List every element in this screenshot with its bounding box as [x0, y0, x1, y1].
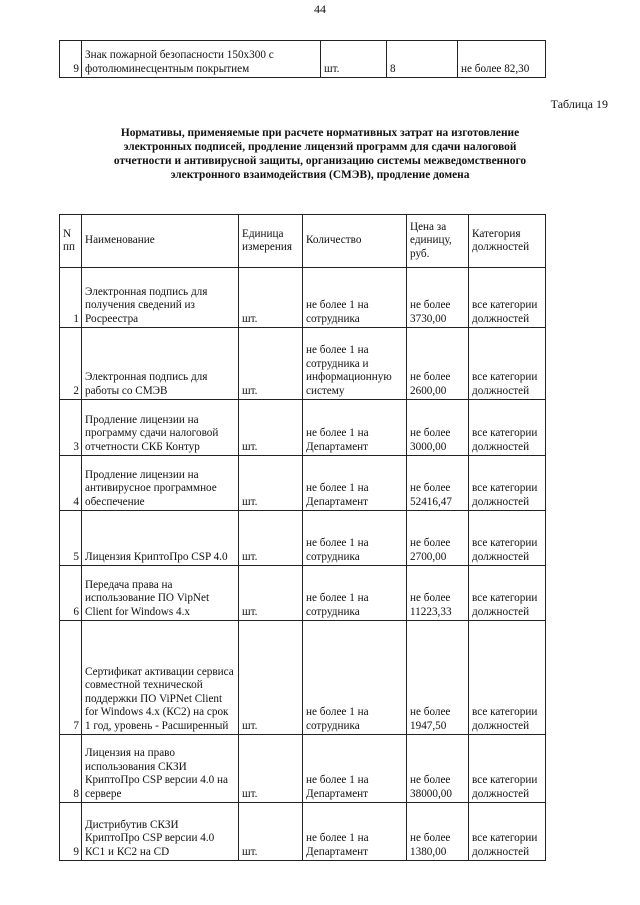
item-name: Электронная подпись для получения сведений из Росреестра [82, 268, 239, 328]
item-quantity: не более 1 на сотрудника [303, 621, 407, 735]
item-unit: шт. [239, 803, 303, 861]
table-row [60, 621, 546, 735]
item-name: Знак пожарной безопасности 150х300 с фотолюминесцентным покрытием [82, 41, 321, 78]
row-number: 9 [60, 41, 82, 78]
item-name: Электронная подпись для работы со СМЭВ [82, 328, 239, 400]
row-number: 5 [60, 511, 82, 566]
item-category: все категории должностей [469, 456, 546, 511]
row-number: 4 [60, 456, 82, 511]
item-unit: шт. [239, 328, 303, 400]
table-title: Нормативы, применяемые при расчете нормативных затрат на изготовление электронных подписей, продление лицензий программ для сдачи налоговой отчетности и антивирусной защиты, организацию системы межведомственного электронного взаимодействия (СМЭВ), продление домена [113, 127, 527, 181]
item-name: Лицензия КриптоПро CSP 4.0 [82, 511, 239, 566]
table-row [60, 400, 546, 456]
item-quantity: не более 1 на сотрудника [303, 268, 407, 328]
row-number: 1 [60, 268, 82, 328]
item-quantity: 8 [387, 41, 458, 78]
item-unit: шт. [239, 511, 303, 566]
item-quantity: не более 1 на сотрудника [303, 566, 407, 621]
item-price: не более 82,30 [458, 41, 546, 78]
row-number: 7 [60, 621, 82, 735]
item-price: не более 2700,00 [407, 511, 469, 566]
item-price: не более 52416,47 [407, 456, 469, 511]
item-quantity: не более 1 на Департамент [303, 456, 407, 511]
header-name: Наименование [82, 215, 239, 268]
item-unit: шт. [239, 268, 303, 328]
table-row [60, 803, 546, 861]
table-row [60, 456, 546, 511]
item-price: не более 1380,00 [407, 803, 469, 861]
row-number: 8 [60, 735, 82, 803]
item-category: все категории должностей [469, 328, 546, 400]
item-quantity: не более 1 на Департамент [303, 400, 407, 456]
table-row [60, 566, 546, 621]
page-number: 44 [314, 2, 326, 16]
table-row [60, 735, 546, 803]
header-price: Цена за единицу, руб. [407, 215, 469, 268]
item-unit: шт. [239, 566, 303, 621]
item-price: не более 3000,00 [407, 400, 469, 456]
table-label: Таблица 19 [550, 97, 608, 111]
table-row [60, 511, 546, 566]
row-number: 6 [60, 566, 82, 621]
item-name: Сертификат активации сервиса совместной технической поддержки ПО ViPNet Client for Windows 4.x (КС2) на срок 1 год, уровень - Расширенный [82, 621, 239, 735]
header-category: Категория должностей [469, 215, 546, 268]
item-name: Продление лицензии на программу сдачи налоговой отчетности СКБ Контур [82, 400, 239, 456]
item-name: Дистрибутив СКЗИ КриптоПро CSP версии 4.0 КС1 и КС2 на CD [82, 803, 239, 861]
item-category: все категории должностей [469, 621, 546, 735]
row-number: 3 [60, 400, 82, 456]
item-price: не более 11223,33 [407, 566, 469, 621]
item-price: не более 3730,00 [407, 268, 469, 328]
item-unit: шт. [239, 456, 303, 511]
row-number: 9 [60, 803, 82, 861]
header-row [60, 215, 546, 268]
header-quantity: Количество [303, 215, 407, 268]
table-row [60, 328, 546, 400]
item-category: все категории должностей [469, 803, 546, 861]
continued-table [59, 40, 546, 78]
item-category: все категории должностей [469, 268, 546, 328]
item-quantity: не более 1 на сотрудника и информационную систему [303, 328, 407, 400]
item-category: все категории должностей [469, 735, 546, 803]
table-row [60, 268, 546, 328]
item-unit: шт. [239, 621, 303, 735]
item-category: все категории должностей [469, 566, 546, 621]
item-price: не более 38000,00 [407, 735, 469, 803]
table-row [60, 41, 546, 78]
item-unit: шт. [239, 400, 303, 456]
item-price: не более 1947,50 [407, 621, 469, 735]
item-quantity: не более 1 на Департамент [303, 803, 407, 861]
item-price: не более 2600,00 [407, 328, 469, 400]
item-unit: шт. [239, 735, 303, 803]
item-name: Лицензия на право использования СКЗИ КриптоПро CSP версии 4.0 на сервере [82, 735, 239, 803]
item-unit: шт. [321, 41, 387, 78]
norms-table [59, 214, 546, 861]
item-name: Передача права на использование ПО VipNet Client for Windows 4.x [82, 566, 239, 621]
item-category: все категории должностей [469, 400, 546, 456]
item-quantity: не более 1 на сотрудника [303, 511, 407, 566]
header-unit: Единица измерения [239, 215, 303, 268]
item-quantity: не более 1 на Департамент [303, 735, 407, 803]
row-number: 2 [60, 328, 82, 400]
item-name: Продление лицензии на антивирусное программное обеспечение [82, 456, 239, 511]
item-category: все категории должностей [469, 511, 546, 566]
header-num: N пп [60, 215, 82, 268]
